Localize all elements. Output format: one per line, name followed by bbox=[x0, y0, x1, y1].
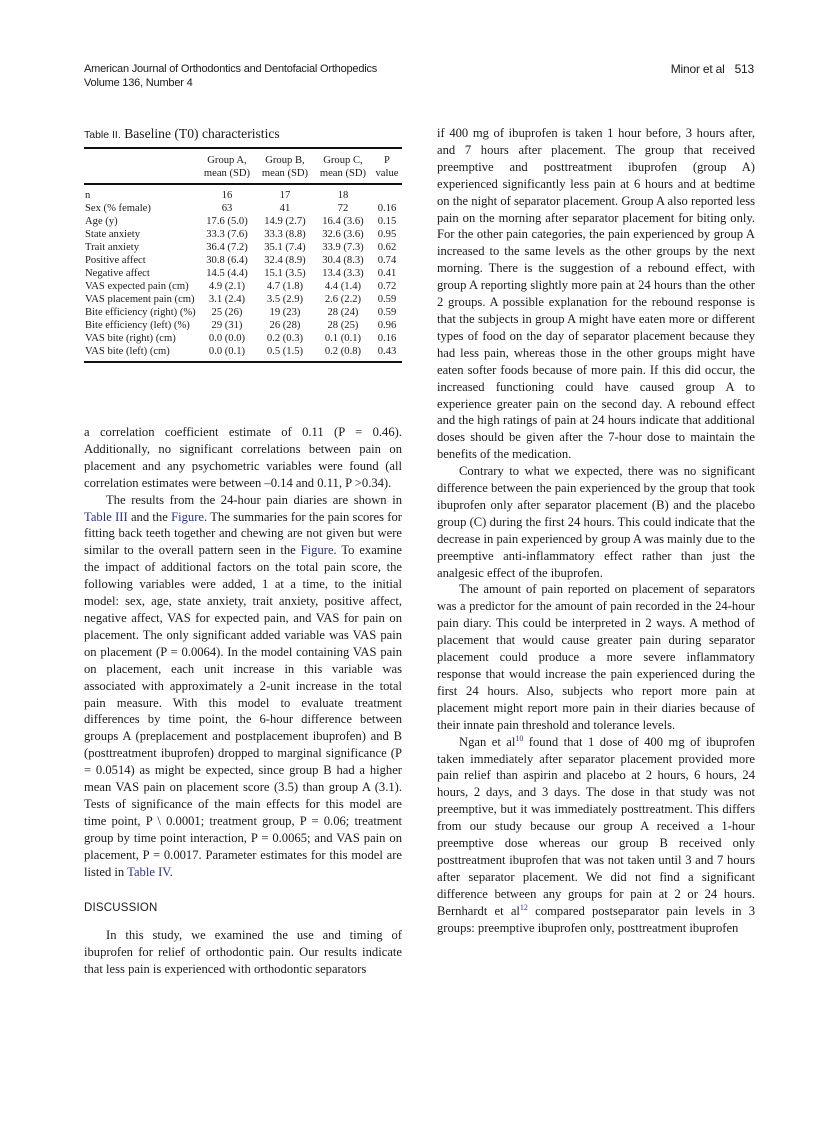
table-iv-link[interactable]: Table IV bbox=[127, 864, 170, 879]
table-row: Positive affect 30.8 (6.4) 32.4 (8.9) 30.4 (8.3) 0.74 bbox=[85, 255, 397, 266]
left-column-body bbox=[84, 424, 402, 978]
table-row: VAS bite (left) (cm) 0.0 (0.1) 0.5 (1.5) 0.2 (0.8) 0.43 bbox=[84, 345, 402, 362]
table-header-cell: P value bbox=[372, 148, 402, 184]
table-row: VAS bite (right) (cm) 0.0 (0.0) 0.2 (0.3) 0.1 (0.1) 0.16 bbox=[85, 333, 397, 344]
figure-link[interactable]: Figure bbox=[300, 543, 334, 558]
table-row: Trait anxiety 36.4 (7.2) 35.1 (7.4) 33.9 (7.3) 0.62 bbox=[85, 242, 397, 253]
paragraph: The amount of pain reported on placement of separators was a predictor for the amount of pain recorded in the 24-hour pain diary. This could be interpreted in 2 ways. A method of placement that would cause greater pain during separator placement could produce a more severe inflammatory response that would increase the pain experienced during the first 24 hours. Also, subjects who report more pain at placement might report more pain in their diaries because of their innate pain threshold and tolerance levels. bbox=[437, 582, 755, 732]
table-row: State anxiety 33.3 (7.6) 33.3 (8.8) 32.6 (3.6) 0.95 bbox=[85, 229, 397, 240]
author-short: Minor et al bbox=[670, 62, 725, 76]
table-caption bbox=[84, 125, 402, 144]
running-head-left bbox=[84, 62, 377, 90]
table-header-cell: Group A, mean (SD) bbox=[198, 148, 256, 184]
table-row: Bite efficiency (left) (%) 29 (31) 26 (28) 28 (25) 0.96 bbox=[85, 320, 397, 331]
table-row: VAS expected pain (cm) 4.9 (2.1) 4.7 (1.8) 4.4 (1.4) 0.72 bbox=[85, 281, 397, 292]
table-ii bbox=[84, 125, 402, 363]
table-label: Table II. bbox=[84, 129, 121, 141]
table-row: Negative affect 14.5 (4.4) 15.1 (3.5) 13.4 (3.3) 0.41 bbox=[85, 268, 397, 279]
table-row: Bite efficiency (right) (%) 25 (26) 19 (23) 28 (24) 0.59 bbox=[85, 307, 397, 318]
paragraph: Ngan et $al^{10}$ found that 1 dose of 400 mg of ibuprofen taken immediately after separator placement provided more pain relief than aspirin and placebo at 2 hours, 6 hours, 24 hours, 2 days, and 3 days. The dose in that study was not preemptive, but it was immediately posttreatment. This differs from our study because our group A received a 1-hour preemptive dose whereas our group B received only posttreatment ibuprofen that was not taken until 3 and 7 hours after separator placement. We did not find a significant difference between any groups for pain at 2 or 24 hours. Bernhardt et $al^{12}$ compared postseparator pain levels in 3 groups: preemptive ibuprofen only, posttreatment ibuprofen bbox=[437, 733, 755, 935]
table-row: Sex (% female) 63 41 72 0.16 bbox=[85, 203, 397, 214]
table-header-cell: Group B, mean (SD) bbox=[256, 148, 314, 184]
running-head-right bbox=[661, 62, 754, 76]
table-header-row bbox=[84, 148, 402, 184]
baseline-table bbox=[84, 147, 402, 363]
figure-link[interactable]: Figure bbox=[171, 509, 204, 524]
page-number: 513 bbox=[734, 62, 754, 76]
reference-12-link[interactable]: 12 bbox=[519, 902, 528, 912]
table-iii-link[interactable]: Table III bbox=[84, 509, 128, 524]
table-row: VAS placement pain (cm) 3.1 (2.4) 3.5 (2.9) 2.6 (2.2) 0.59 bbox=[85, 294, 397, 305]
table-row: n 16 17 18 bbox=[85, 190, 349, 201]
paragraph: Contrary to what we expected, there was no significant difference between the pain experienced by the group that took ibuprofen only after separator placement (B) and the placebo group (C) during the first 24 hours. This could indicate that the decrease in pain experienced by group A was mainly due to the preemptive anti-inflammatory effect rather than just the analgesic effect of the ibuprofen. bbox=[437, 464, 755, 580]
paragraph: if 400 mg of ibuprofen is taken 1 hour before, 3 hours after, and 7 hours after placement. The group that received preemptive and posttreatment ibuprofen (group A) experienced significantly less pain at 6 hours and at bedtime on the night of separator placement. Group A also reported less pain on the morning after separator placement for biting only. For the other pain categories, the pain experienced by group A increased to the same levels as the other groups by the next morning. There is the suggestion of a rebound effect, with group A reporting slightly more pain at 24 hours than the other 2 groups. A possible explanation for the rebound response is that the subjects in group A might have eaten more or different types of food on the day of separator placement because they had less pain, whereas those in the other groups might have eaten softer foods because of more pain. If this did occur, the increased functioning could have caused group A to experience greater pain on the second day. A rebound effect and the high ratings of pain at 24 hours indicate that additional doses should be given after the 7-hour dose to maintain the benefits of the medication. bbox=[437, 126, 755, 462]
paragraph: a correlation coefficient estimate of 0.11 (P = 0.46). Additionally, no significant correlations between pain on placement and any psychometric variables were found (all correlation estimates were between –0.14 and 0.11, P >0.34). bbox=[84, 425, 402, 490]
table-row: Age (y) 17.6 (5.0) 14.9 (2.7) 16.4 (3.6) 0.15 bbox=[85, 216, 397, 227]
journal-name: American Journal of Orthodontics and Dentofacial Orthopedics bbox=[84, 63, 378, 75]
right-column-body bbox=[437, 125, 755, 937]
paragraph: The results from the 24-hour pain diaries are shown in Table III and the Figure. The summaries for the pain scores for fitting back teeth together and chewing are not given but were similar to the overall pattern seen in the Figure. To examine the impact of additional factors on the total pain score, the following variables were added, 1 at a time, to the initial model: sex, age, state anxiety, trait anxiety, positive affect, negative affect, VAS for expected pain, and VAS for pain on placement. The only significant added variable was VAS pain on placement (P = 0.0064). In the model containing VAS pain on placement, each unit increase in this variable was associated with approximately a 2-unit increase in the total pain measure. With this model to evaluate treatment differences by time point, the 6-hour difference between groups A (preplacement and postplacement ibuprofen) and B (posttreatment ibuprofen) dropped to marginal significance (P = 0.0514) as might be expected, since group B had a higher mean VAS pain on placement score (3.5) than group A (3.1). Tests of significance of the main effects for this model are time point, P \ 0.0001; treatment group, P = 0.06; treatment group by time point interaction, P = 0.0065; and VAS pain on placement, P = 0.0017. Parameter estimates for this model are listed in Table IV. bbox=[84, 492, 402, 879]
left-column-table-area bbox=[84, 125, 402, 363]
table-header-cell: Group C, mean (SD) bbox=[314, 148, 372, 184]
journal-volume: Volume 136, Number 4 bbox=[84, 77, 193, 89]
section-heading-discussion: DISCUSSION bbox=[84, 902, 158, 915]
reference-10-link[interactable]: 10 bbox=[515, 733, 524, 743]
paragraph: In this study, we examined the use and timing of ibuprofen for relief of orthodontic pain. Our results indicate that less pain is experienced with orthodontic separators bbox=[84, 928, 402, 977]
table-title: Baseline (T0) characteristics bbox=[124, 126, 280, 141]
table-header-cell bbox=[84, 148, 198, 184]
